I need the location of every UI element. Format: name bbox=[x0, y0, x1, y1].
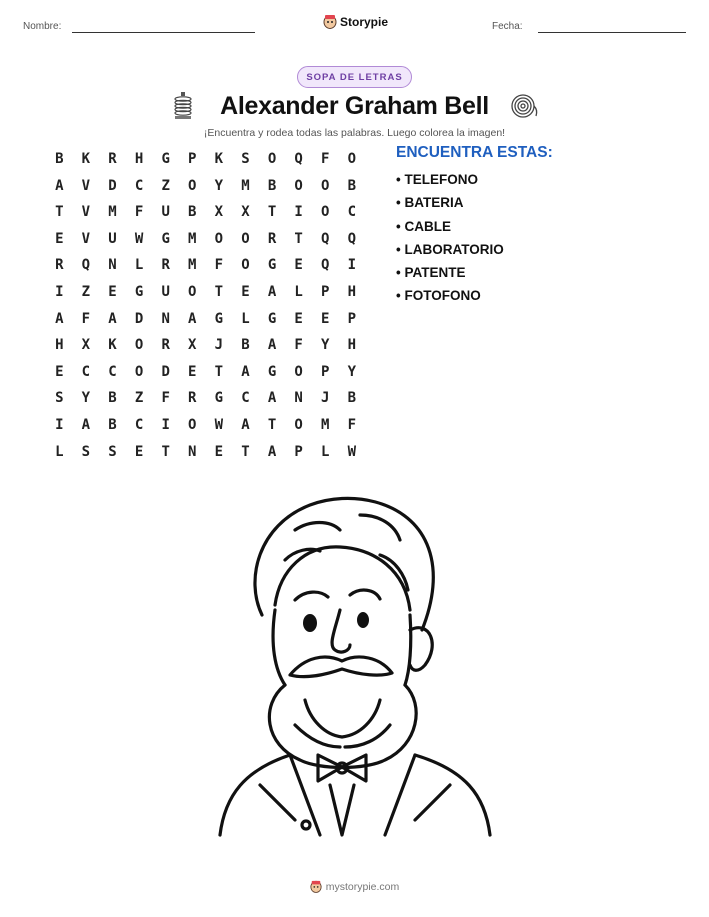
grid-cell[interactable]: S bbox=[55, 390, 64, 407]
grid-cell[interactable]: F bbox=[161, 390, 170, 407]
grid-cell[interactable]: Q bbox=[321, 257, 330, 274]
grid-cell[interactable]: O bbox=[241, 257, 250, 274]
grid-cell[interactable]: B bbox=[347, 390, 357, 407]
grid-cell[interactable]: J bbox=[214, 337, 224, 354]
grid-cell[interactable]: S bbox=[81, 443, 91, 460]
grid-cell[interactable]: E bbox=[188, 363, 197, 380]
grid-cell[interactable]: O bbox=[267, 151, 277, 167]
grid-cell[interactable]: O bbox=[134, 363, 144, 380]
grid-cell[interactable]: O bbox=[188, 416, 197, 433]
word-list-title: ENCUENTRA ESTAS: bbox=[396, 144, 553, 161]
grid-cell[interactable]: T bbox=[294, 230, 303, 247]
grid-cell[interactable]: L bbox=[241, 310, 250, 327]
grid-row bbox=[46, 146, 372, 173]
grid-cell[interactable]: I bbox=[55, 283, 64, 300]
grid-cell[interactable]: Z bbox=[134, 390, 144, 407]
grid-cell[interactable]: A bbox=[188, 310, 197, 327]
grid-cell[interactable]: U bbox=[161, 204, 170, 221]
grid-cell[interactable]: T bbox=[161, 443, 170, 460]
grid-cell[interactable]: B bbox=[267, 177, 277, 194]
grid-row bbox=[46, 412, 372, 439]
grid-cell[interactable]: L bbox=[294, 283, 303, 300]
grid-cell[interactable]: B bbox=[108, 390, 117, 407]
grid-row bbox=[46, 439, 372, 466]
word-list-item: • FOTOFONO bbox=[396, 288, 481, 304]
grid-row bbox=[46, 199, 372, 226]
footer bbox=[0, 880, 709, 893]
storypie-logo bbox=[323, 14, 388, 29]
mascot-icon bbox=[323, 14, 337, 29]
grid-cell[interactable]: C bbox=[134, 416, 144, 433]
grid-cell[interactable]: F bbox=[294, 337, 303, 354]
grid-cell[interactable]: M bbox=[241, 177, 250, 194]
grid-cell[interactable]: U bbox=[108, 230, 117, 247]
grid-cell[interactable]: G bbox=[161, 151, 170, 167]
grid-cell[interactable]: R bbox=[267, 230, 277, 247]
grid-cell[interactable]: E bbox=[214, 443, 224, 460]
grid-row bbox=[46, 226, 372, 253]
grid-cell[interactable]: E bbox=[134, 443, 144, 460]
grid-cell[interactable]: H bbox=[347, 283, 357, 300]
grid-cell[interactable]: G bbox=[267, 257, 277, 274]
word-list-item: • TELEFONO bbox=[396, 172, 478, 187]
grid-cell[interactable]: Z bbox=[161, 177, 170, 194]
grid-cell[interactable]: F bbox=[81, 310, 91, 327]
grid-cell[interactable]: U bbox=[161, 283, 170, 300]
grid-cell[interactable]: A bbox=[55, 310, 64, 327]
grid-cell[interactable]: T bbox=[267, 204, 277, 221]
grid-cell[interactable]: P bbox=[321, 283, 330, 300]
grid-cell[interactable]: W bbox=[134, 230, 144, 247]
grid-cell[interactable]: O bbox=[214, 230, 224, 247]
grid-cell[interactable]: H bbox=[55, 337, 64, 354]
grid-cell[interactable]: G bbox=[161, 230, 170, 247]
grid-cell[interactable]: Q bbox=[321, 230, 330, 247]
grid-cell[interactable]: H bbox=[347, 337, 357, 354]
name-label: Nombre: bbox=[23, 21, 62, 32]
grid-cell[interactable]: Q bbox=[347, 230, 357, 247]
grid-cell[interactable]: W bbox=[347, 443, 357, 460]
grid-cell[interactable]: T bbox=[267, 416, 277, 433]
grid-cell[interactable]: F bbox=[347, 416, 357, 433]
grid-cell[interactable]: A bbox=[81, 416, 91, 433]
grid-cell[interactable]: S bbox=[241, 151, 250, 167]
grid-cell[interactable]: P bbox=[188, 151, 197, 167]
grid-cell[interactable]: N bbox=[188, 443, 197, 460]
grid-cell[interactable]: D bbox=[108, 177, 117, 194]
grid-cell[interactable]: E bbox=[294, 257, 303, 274]
grid-cell[interactable]: O bbox=[347, 151, 357, 167]
grid-cell[interactable]: I bbox=[347, 257, 357, 274]
grid-cell[interactable]: M bbox=[188, 230, 197, 247]
grid-cell[interactable]: B bbox=[108, 416, 117, 433]
grid-cell[interactable]: H bbox=[134, 151, 144, 167]
grid-row bbox=[46, 173, 372, 200]
grid-cell[interactable]: T bbox=[55, 204, 64, 221]
grid-cell[interactable]: C bbox=[241, 390, 250, 407]
grid-cell[interactable]: K bbox=[214, 151, 224, 167]
word-list bbox=[396, 170, 504, 310]
grid-cell[interactable]: R bbox=[161, 337, 170, 354]
grid-cell[interactable]: A bbox=[267, 283, 277, 300]
grid-cell[interactable]: A bbox=[267, 337, 277, 354]
grid-cell[interactable]: Y bbox=[347, 363, 357, 380]
instructions: ¡Encuentra y rodea todas las palabras. Luego colorea la imagen! bbox=[203, 127, 506, 139]
grid-cell[interactable]: R bbox=[55, 257, 64, 274]
grid-cell[interactable]: V bbox=[81, 177, 91, 194]
word-list-item: • CABLE bbox=[396, 218, 451, 234]
brand-name: Storypie bbox=[340, 14, 389, 29]
grid-cell[interactable]: F bbox=[321, 151, 330, 167]
grid-cell[interactable]: O bbox=[134, 337, 144, 354]
grid-cell[interactable]: P bbox=[347, 310, 357, 327]
grid-cell[interactable]: A bbox=[108, 310, 117, 327]
grid-cell[interactable]: B bbox=[55, 151, 64, 167]
grid-cell[interactable]: G bbox=[214, 310, 224, 327]
grid-cell[interactable]: R bbox=[188, 390, 197, 407]
grid-cell[interactable]: Q bbox=[81, 257, 91, 274]
grid-cell[interactable]: R bbox=[108, 151, 117, 167]
mascot-icon bbox=[310, 880, 322, 893]
grid-cell[interactable]: I bbox=[161, 416, 170, 433]
grid-row bbox=[46, 252, 372, 279]
date-field[interactable] bbox=[538, 32, 686, 33]
grid-row bbox=[46, 279, 372, 306]
grid-cell[interactable]: B bbox=[188, 204, 197, 221]
grid-cell[interactable]: G bbox=[267, 363, 277, 380]
grid-cell[interactable]: B bbox=[241, 337, 250, 354]
grid-cell[interactable]: X bbox=[214, 204, 224, 221]
grid-cell[interactable]: V bbox=[81, 230, 91, 247]
grid-cell[interactable]: A bbox=[267, 443, 277, 460]
grid-cell[interactable]: O bbox=[321, 204, 330, 221]
grid-cell[interactable]: C bbox=[81, 363, 91, 380]
grid-cell[interactable]: X bbox=[81, 337, 91, 354]
grid-cell[interactable]: N bbox=[294, 390, 303, 407]
grid-cell[interactable]: A bbox=[55, 177, 64, 194]
grid-cell[interactable]: T bbox=[214, 283, 224, 300]
grid-row bbox=[46, 385, 372, 412]
grid-cell[interactable]: L bbox=[134, 257, 144, 274]
grid-cell[interactable]: C bbox=[134, 177, 144, 194]
grid-cell[interactable]: G bbox=[134, 283, 144, 300]
grid-row bbox=[46, 306, 372, 333]
grid-cell[interactable]: J bbox=[321, 390, 330, 407]
grid-cell[interactable]: O bbox=[321, 177, 330, 194]
grid-cell[interactable]: N bbox=[161, 310, 170, 327]
grid-cell[interactable]: F bbox=[134, 204, 144, 221]
activity-badge: SOPA DE LETRAS bbox=[297, 66, 412, 88]
grid-cell[interactable]: O bbox=[294, 416, 303, 433]
grid-cell[interactable]: A bbox=[241, 363, 250, 380]
grid-cell[interactable]: L bbox=[321, 443, 330, 460]
grid-cell[interactable]: O bbox=[294, 363, 303, 380]
grid-cell[interactable]: M bbox=[188, 257, 197, 274]
grid-cell[interactable]: Q bbox=[294, 151, 303, 167]
grid-cell[interactable]: K bbox=[108, 337, 117, 354]
footer-site[interactable]: mystorypie.com bbox=[325, 880, 400, 893]
grid-cell[interactable]: X bbox=[188, 337, 197, 354]
grid-cell[interactable]: Y bbox=[214, 177, 224, 194]
grid-cell[interactable]: F bbox=[214, 257, 224, 274]
bell-coloring-illustration bbox=[200, 485, 510, 845]
grid-cell[interactable]: T bbox=[214, 363, 224, 380]
grid-cell[interactable]: R bbox=[161, 257, 170, 274]
grid-cell[interactable]: C bbox=[108, 363, 117, 380]
grid-cell[interactable]: N bbox=[108, 257, 117, 274]
grid-cell[interactable]: I bbox=[55, 416, 64, 433]
word-list-item: • PATENTE bbox=[396, 265, 466, 281]
grid-cell[interactable]: W bbox=[214, 416, 224, 433]
grid-cell[interactable]: Y bbox=[81, 390, 91, 407]
word-list-item: • LABORATORIO bbox=[396, 241, 504, 257]
page-title: Alexander Graham Bell bbox=[220, 92, 489, 120]
grid-cell[interactable]: A bbox=[267, 390, 277, 407]
grid-cell[interactable]: O bbox=[294, 177, 303, 194]
grid-cell[interactable]: X bbox=[241, 204, 250, 221]
grid-cell[interactable]: O bbox=[188, 283, 197, 300]
grid-cell[interactable]: D bbox=[161, 363, 170, 380]
grid-row bbox=[46, 332, 372, 359]
wire-coil-icon bbox=[510, 92, 540, 120]
grid-cell[interactable]: I bbox=[294, 204, 303, 221]
grid-cell[interactable]: E bbox=[241, 283, 250, 300]
grid-cell[interactable]: O bbox=[188, 177, 197, 194]
grid-cell[interactable]: D bbox=[134, 310, 144, 327]
grid-row bbox=[46, 359, 372, 386]
grid-cell[interactable]: S bbox=[108, 443, 117, 460]
grid-cell[interactable]: M bbox=[108, 204, 117, 221]
grid-cell[interactable]: C bbox=[347, 204, 357, 221]
grid-cell[interactable]: B bbox=[347, 177, 357, 194]
grid-cell[interactable]: G bbox=[267, 310, 277, 327]
grid-cell[interactable]: K bbox=[81, 151, 91, 167]
name-field[interactable] bbox=[72, 32, 255, 33]
grid-cell[interactable]: O bbox=[241, 230, 250, 247]
word-search-grid bbox=[46, 146, 372, 465]
grid-cell[interactable]: T bbox=[241, 443, 250, 460]
grid-cell[interactable]: E bbox=[294, 310, 303, 327]
grid-cell[interactable]: P bbox=[321, 363, 330, 380]
grid-cell[interactable]: Z bbox=[81, 283, 91, 300]
grid-cell[interactable]: V bbox=[81, 204, 91, 221]
grid-cell[interactable]: E bbox=[321, 310, 330, 327]
grid-cell[interactable]: A bbox=[241, 416, 250, 433]
grid-cell[interactable]: Y bbox=[321, 337, 330, 354]
grid-cell[interactable]: G bbox=[214, 390, 224, 407]
word-list-item: • BATERIA bbox=[396, 195, 464, 211]
grid-cell[interactable]: E bbox=[55, 363, 64, 380]
grid-cell[interactable]: E bbox=[108, 283, 117, 300]
date-label: Fecha: bbox=[492, 21, 523, 32]
grid-cell[interactable]: M bbox=[321, 416, 330, 433]
grid-cell[interactable]: L bbox=[55, 443, 64, 460]
grid-cell[interactable]: E bbox=[55, 230, 64, 247]
grid-cell[interactable]: P bbox=[294, 443, 303, 460]
